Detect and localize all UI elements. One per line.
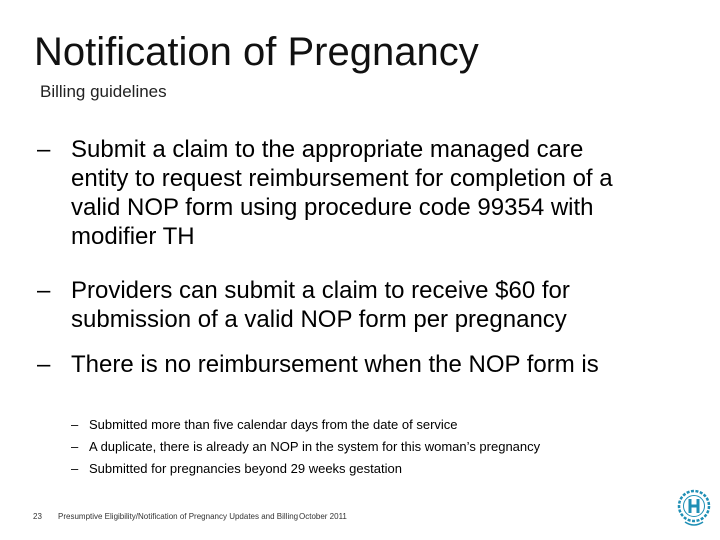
hhsc-logo — [676, 488, 712, 528]
page-number: 23 — [33, 512, 42, 521]
slide-subtitle: Billing guidelines — [40, 82, 167, 101]
bullet-text: Providers can submit a claim to receive $60 for submission of a valid NOP form per pregnancy — [71, 277, 570, 333]
bullet-text: Submit a claim to the appropriate managed care entity to request reimbursement for completion of a valid NOP form using procedure code 99354 with modifier TH — [71, 136, 613, 250]
sub-bullet-text: A duplicate, there is already an NOP in the system for this woman’s pregnancy — [89, 439, 541, 454]
seal-icon — [676, 488, 712, 528]
sub-bullet-marker: – — [71, 439, 79, 454]
bullet-marker: – — [37, 136, 51, 163]
sub-bullet-marker: – — [71, 461, 79, 476]
bullet-marker: – — [37, 351, 51, 378]
bullet-marker: – — [37, 277, 51, 304]
sub-bullet-marker: – — [71, 417, 79, 432]
slide-title: Notification of Pregnancy — [34, 30, 479, 74]
sub-bullet-text: Submitted for pregnancies beyond 29 weeks gestation — [89, 461, 402, 476]
footer-title: Presumptive Eligibility/Notification of Pregnancy Updates and Billing — [58, 512, 299, 521]
bullet-text: There is no reimbursement when the NOP form is — [71, 351, 599, 378]
footer-date: October 2011 — [299, 512, 347, 521]
sub-bullet-text: Submitted more than five calendar days from the date of service — [89, 417, 458, 432]
